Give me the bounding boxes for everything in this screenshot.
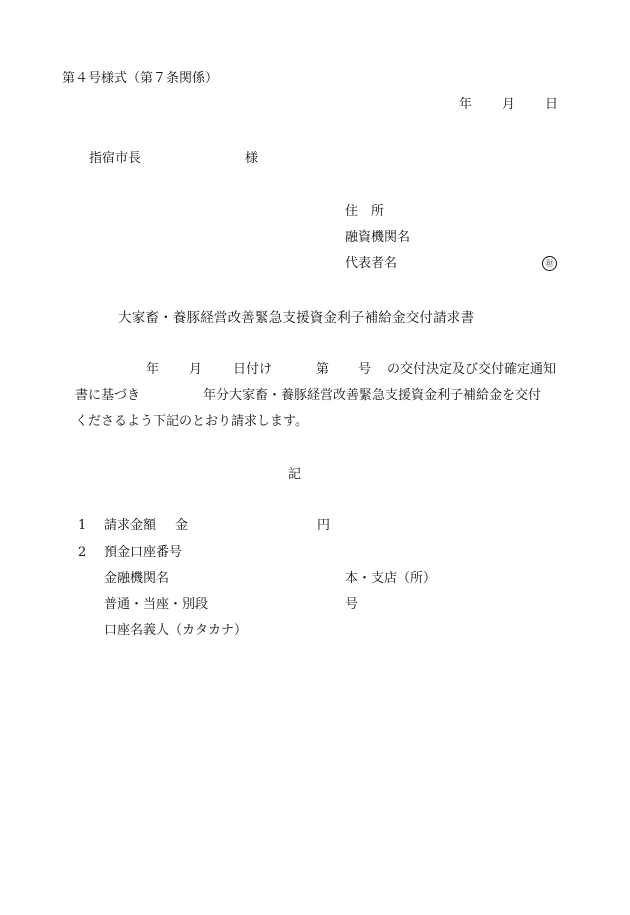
account-holder-label: 口座名義人（カタカナ） xyxy=(104,623,248,638)
address-label: 住 所 xyxy=(345,204,385,219)
body-line-2-rest: 年分大家畜・養豚経営改善緊急支援資金利子補給金を交付 xyxy=(203,388,542,403)
date-month-label: 月 xyxy=(502,97,516,112)
addressee-name: 指宿市長 xyxy=(89,151,142,166)
ki-heading: 記 xyxy=(288,467,302,482)
branch-label: 本・支店（所） xyxy=(345,571,437,586)
seal-mark: ㊞ xyxy=(542,256,557,271)
date-day-label: 日 xyxy=(545,97,559,112)
body-month-label: 月 xyxy=(189,362,203,377)
document-title: 大家畜・養豚経営改善緊急支援資金利子補給金交付請求書 xyxy=(118,310,475,326)
item-2-label: 預金口座番号 xyxy=(104,545,183,560)
body-dated-label: 日付け xyxy=(233,362,273,377)
body-line-2-start: 書に基づき xyxy=(75,388,141,403)
representative-name-label: 代表者名 xyxy=(345,256,398,271)
form-number-header: 第４号様式（第７条関係） xyxy=(62,71,219,86)
item-2-number: 2 xyxy=(78,545,87,560)
body-line-3: くださるよう下記のとおり請求します。 xyxy=(75,414,308,429)
addressee-honorific: 様 xyxy=(245,151,259,166)
body-line-1-rest: の交付決定及び交付確定通知 xyxy=(387,362,557,377)
institution-name-label: 融資機関名 xyxy=(345,230,411,245)
item-1-yen: 円 xyxy=(317,518,331,533)
item-1-kin: 金 xyxy=(175,518,189,533)
account-number-label: 号 xyxy=(345,597,359,612)
item-1-number: 1 xyxy=(78,518,87,533)
date-year-label: 年 xyxy=(459,97,473,112)
body-no-suffix: 号 xyxy=(358,362,372,377)
bank-name-label: 金融機関名 xyxy=(104,571,170,586)
body-year-label: 年 xyxy=(146,362,160,377)
item-1-label: 請求金額 xyxy=(104,518,157,533)
body-no-prefix: 第 xyxy=(316,362,330,377)
account-type-label: 普通・当座・別段 xyxy=(104,597,209,612)
